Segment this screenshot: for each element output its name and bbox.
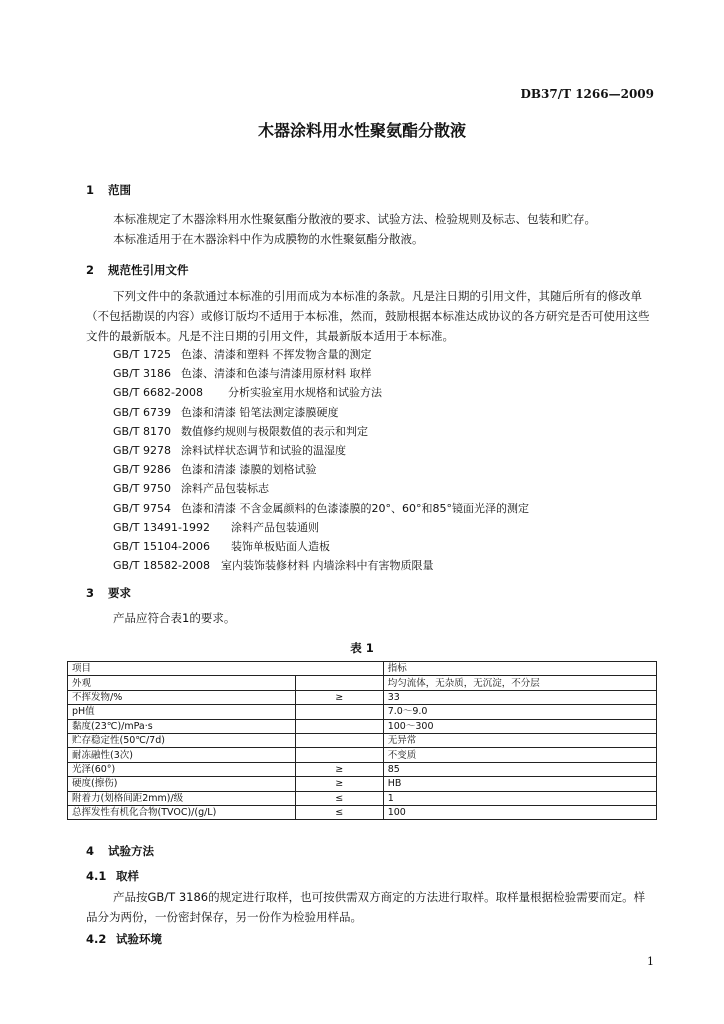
section-2-intro: 下列文件中的条款通过本标准的引用而成为本标准的条款。凡是注日期的引用文件，其随后所有的修改单（不包括勘误的内容）或修订版均不适用于本标准，然而，鼓励根据本标准达成协议的各方研究是否可使用这些文件的最新版本。凡是不注日期的引用文件，其最新版本适用于本标准。 bbox=[86, 289, 650, 343]
ref-code: GB/T 9750 bbox=[113, 482, 171, 496]
cell-item: 贮存稳定性(50℃/7d) bbox=[68, 733, 296, 747]
table-row bbox=[68, 805, 657, 819]
table-row bbox=[68, 791, 657, 805]
ref-name: 色漆、清漆和色漆与清漆用原材料 取样 bbox=[181, 367, 372, 381]
cell-op bbox=[295, 676, 383, 690]
ref-code: GB/T 9286 bbox=[113, 463, 171, 477]
section-number: 2 bbox=[86, 263, 95, 277]
header-item: 项目 bbox=[68, 662, 384, 676]
ref-code: GB/T 3186 bbox=[113, 367, 171, 381]
section-title: 规范性引用文件 bbox=[108, 263, 189, 277]
cell-value: HB bbox=[383, 777, 656, 791]
ref-code: GB/T 6682-2008 bbox=[113, 386, 203, 400]
section-number: 3 bbox=[86, 586, 95, 600]
cell-op: ≥ bbox=[295, 762, 383, 776]
section-4-heading bbox=[86, 843, 154, 859]
table-row bbox=[68, 748, 657, 762]
cell-value: 100～300 bbox=[383, 719, 656, 733]
section-title: 试验环境 bbox=[116, 932, 162, 946]
page-number: 1 bbox=[647, 955, 654, 968]
section-title: 试验方法 bbox=[108, 844, 154, 858]
cell-item: 耐冻融性(3次) bbox=[68, 748, 296, 762]
section-1-heading bbox=[86, 182, 131, 198]
cell-value: 不变质 bbox=[383, 748, 656, 762]
section-title: 要求 bbox=[108, 586, 131, 600]
ref-name: 涂料产品包装通则 bbox=[231, 520, 319, 534]
cell-item: 附着力(划格间距2mm)/级 bbox=[68, 791, 296, 805]
ref-code: GB/T 9278 bbox=[113, 444, 171, 458]
ref-name: 数值修约规则与极限数值的表示和判定 bbox=[181, 424, 368, 438]
cell-item: 光泽(60°) bbox=[68, 762, 296, 776]
ref-name: 分析实验室用水规格和试验方法 bbox=[228, 386, 382, 400]
section-4-1-para: 产品按GB/T 3186的规定进行取样，也可按供需双方商定的方法进行取样。取样量根据检验需要而定。样品分为两份，一份密封保存，另一份作为检验用样品。 bbox=[86, 890, 646, 924]
table-caption: 表 1 bbox=[350, 641, 374, 655]
reference-list bbox=[113, 345, 529, 575]
cell-op: ≥ bbox=[295, 690, 383, 704]
ref-code: GB/T 18582-2008 bbox=[113, 559, 210, 573]
list-item bbox=[113, 479, 529, 498]
list-item bbox=[113, 422, 529, 441]
table-row bbox=[68, 777, 657, 791]
list-item bbox=[113, 499, 529, 518]
ref-code: GB/T 9754 bbox=[113, 501, 171, 515]
section-number: 4 bbox=[86, 844, 95, 858]
cell-value: 无异常 bbox=[383, 733, 656, 747]
section-1-para-1: 本标准规定了木器涂料用水性聚氨酯分散液的要求、试验方法、检验规则及标志、包装和贮存。 bbox=[113, 212, 596, 226]
cell-op bbox=[295, 733, 383, 747]
section-number: 4.2 bbox=[86, 932, 107, 946]
table-row bbox=[68, 719, 657, 733]
list-item bbox=[113, 403, 529, 422]
cell-op bbox=[295, 705, 383, 719]
ref-name: 色漆和清漆 铅笔法测定漆膜硬度 bbox=[181, 405, 339, 419]
list-item bbox=[113, 345, 529, 364]
section-4-1-heading bbox=[86, 868, 139, 884]
table-row bbox=[68, 676, 657, 690]
document-code: DB37/T 1266—2009 bbox=[520, 87, 654, 101]
cell-item: 黏度(23℃)/mPa·s bbox=[68, 719, 296, 733]
ref-code: GB/T 1725 bbox=[113, 348, 171, 361]
ref-name: 室内装饰装修材料 内墙涂料中有害物质限量 bbox=[221, 559, 434, 573]
list-item bbox=[113, 383, 529, 402]
document-title: 木器涂料用水性聚氨酯分散液 bbox=[257, 121, 466, 140]
ref-name: 装饰单板贴面人造板 bbox=[231, 540, 330, 554]
ref-name: 色漆、清漆和塑料 不挥发物含量的测定 bbox=[181, 348, 372, 361]
list-item bbox=[113, 556, 529, 575]
table-header-row bbox=[68, 662, 657, 676]
cell-value: 7.0～9.0 bbox=[383, 705, 656, 719]
list-item bbox=[113, 460, 529, 479]
cell-op bbox=[295, 719, 383, 733]
ref-code: GB/T 8170 bbox=[113, 424, 171, 438]
table-row bbox=[68, 762, 657, 776]
list-item bbox=[113, 441, 529, 460]
cell-value: 均匀流体，无杂质，无沉淀，不分层 bbox=[383, 676, 656, 690]
cell-op bbox=[295, 748, 383, 762]
section-2-heading bbox=[86, 262, 189, 278]
cell-item: pH值 bbox=[68, 705, 296, 719]
cell-value: 33 bbox=[383, 690, 656, 704]
list-item bbox=[113, 364, 529, 383]
ref-code: GB/T 6739 bbox=[113, 405, 171, 419]
section-4-2-heading bbox=[86, 931, 162, 947]
cell-op: ≤ bbox=[295, 805, 383, 819]
cell-op: ≤ bbox=[295, 791, 383, 805]
section-1-para-2: 本标准适用于在木器涂料中作为成膜物的水性聚氨酯分散液。 bbox=[113, 232, 424, 246]
section-title: 取样 bbox=[116, 869, 139, 883]
cell-item: 硬度(擦伤) bbox=[68, 777, 296, 791]
list-item bbox=[113, 518, 529, 537]
list-item bbox=[113, 537, 529, 556]
requirements-table bbox=[67, 661, 657, 820]
section-3-heading bbox=[86, 585, 131, 601]
section-3-para: 产品应符合表1的要求。 bbox=[113, 611, 236, 625]
table-row bbox=[68, 733, 657, 747]
table-row bbox=[68, 690, 657, 704]
ref-name: 涂料产品包装标志 bbox=[181, 482, 269, 496]
cell-item: 不挥发物/% bbox=[68, 690, 296, 704]
section-number: 1 bbox=[86, 183, 95, 197]
section-title: 范围 bbox=[108, 183, 131, 197]
cell-item: 外观 bbox=[68, 676, 296, 690]
ref-name: 色漆和清漆 漆膜的划格试验 bbox=[181, 463, 317, 477]
cell-item: 总挥发性有机化合物(TVOC)/(g/L) bbox=[68, 805, 296, 819]
cell-op: ≥ bbox=[295, 777, 383, 791]
cell-value: 100 bbox=[383, 805, 656, 819]
section-number: 4.1 bbox=[86, 869, 107, 883]
ref-code: GB/T 13491-1992 bbox=[113, 520, 210, 534]
ref-code: GB/T 15104-2006 bbox=[113, 540, 210, 554]
cell-value: 1 bbox=[383, 791, 656, 805]
cell-value: 85 bbox=[383, 762, 656, 776]
header-indicator: 指标 bbox=[383, 662, 656, 676]
table-row bbox=[68, 705, 657, 719]
ref-name: 色漆和清漆 不含金属颜料的色漆漆膜的20°、60°和85°镜面光泽的测定 bbox=[181, 501, 529, 515]
ref-name: 涂料试样状态调节和试验的温湿度 bbox=[181, 444, 346, 458]
